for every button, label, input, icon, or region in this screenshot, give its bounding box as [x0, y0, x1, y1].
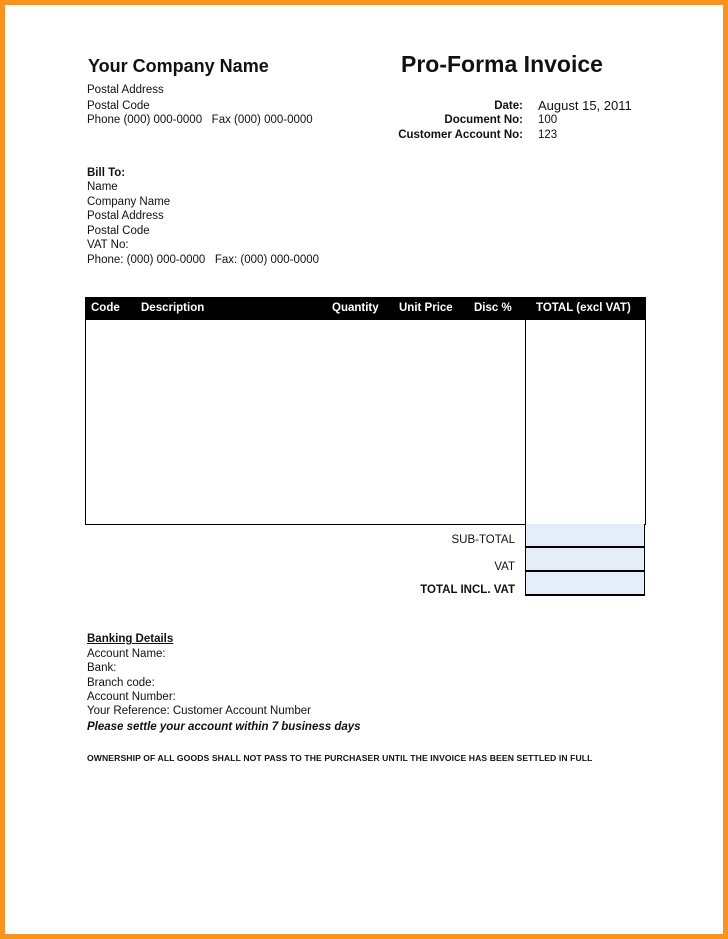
settle-note: Please settle your account within 7 business days: [87, 721, 361, 733]
bill-to-heading: Bill To:: [87, 167, 126, 179]
column-quantity: Quantity: [332, 302, 379, 314]
column-code: Code: [91, 302, 120, 314]
column-total-excl-vat: TOTAL (excl VAT): [536, 302, 631, 314]
customer-account-value: 123: [538, 129, 558, 141]
items-table-header: [85, 297, 646, 320]
document-no-value: 100: [538, 114, 558, 126]
items-total-column[interactable]: [525, 320, 646, 524]
vat-box[interactable]: [525, 547, 645, 571]
company-postal-address: Postal Address: [87, 84, 164, 96]
company-name: Your Company Name: [88, 56, 269, 76]
column-description: Description: [141, 302, 205, 314]
company-phone-fax: Phone (000) 000-0000 Fax (000) 000-0000: [87, 114, 313, 126]
document-no-label: Document No:: [444, 114, 523, 126]
company-postal-code: Postal Code: [87, 100, 150, 112]
bill-to-phone-fax: Phone: (000) 000-0000 Fax: (000) 000-0000: [87, 254, 320, 266]
bank-account-number: Account Number:: [87, 691, 176, 703]
date-value: August 15, 2011: [538, 98, 632, 113]
ownership-notice: OWNERSHIP OF ALL GOODS SHALL NOT PASS TO THE PURCHASER UNTIL THE INVOICE HAS BEEN SETTLED IN FULL: [87, 753, 593, 763]
banking-details-heading: Banking Details: [87, 633, 174, 645]
bank-branch-code: Branch code:: [87, 677, 155, 689]
total-incl-vat-label: TOTAL INCL. VAT: [420, 584, 515, 596]
column-unit-price: Unit Price: [399, 302, 453, 314]
bill-to-name: Name: [87, 181, 118, 193]
total-incl-vat-box[interactable]: [525, 571, 645, 596]
bank-reference: Your Reference: Customer Account Number: [87, 705, 311, 717]
date-label: Date:: [494, 100, 523, 112]
column-disc: Disc %: [474, 302, 512, 314]
customer-account-label: Customer Account No:: [398, 129, 523, 141]
bill-to-postal-address: Postal Address: [87, 210, 164, 222]
subtotal-box[interactable]: [525, 524, 645, 547]
bill-to-postal-code: Postal Code: [87, 225, 150, 237]
bill-to-vat: VAT No:: [87, 239, 129, 251]
bank-account-name: Account Name:: [87, 648, 166, 660]
subtotal-label: SUB-TOTAL: [451, 534, 515, 546]
bank-name: Bank:: [87, 662, 117, 674]
bill-to-company: Company Name: [87, 196, 171, 208]
vat-label: VAT: [494, 561, 515, 573]
invoice-title: Pro-Forma Invoice: [401, 51, 603, 77]
